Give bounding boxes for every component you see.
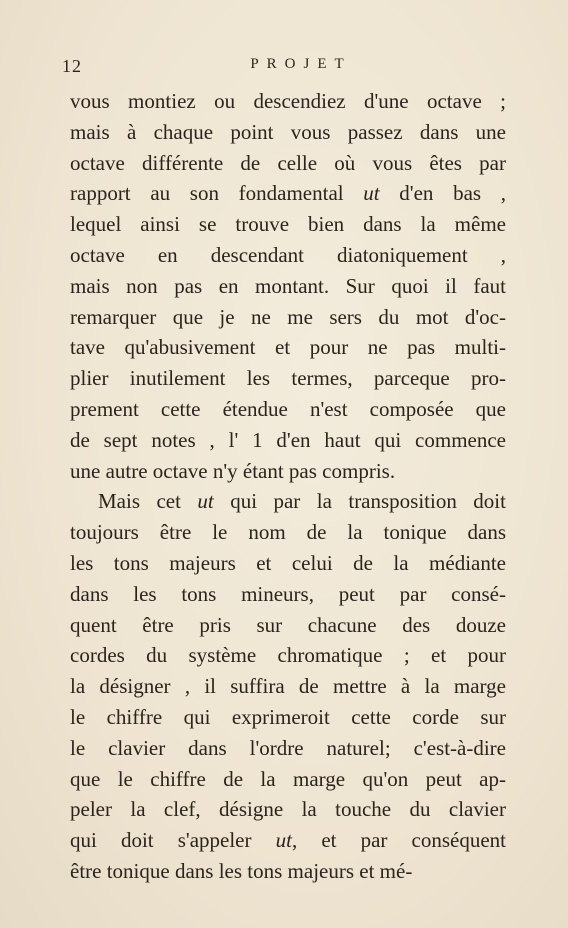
italic-term: ut bbox=[363, 181, 380, 206]
text-line bbox=[70, 178, 506, 209]
text-segment: la désigner , il suffira de mettre à la marge bbox=[70, 674, 506, 699]
text-segment: rapport au son fondamental bbox=[70, 181, 364, 206]
text-line bbox=[70, 486, 506, 517]
text-line bbox=[70, 209, 506, 240]
text-segment: , et par conséquent bbox=[291, 828, 506, 853]
text-line bbox=[70, 517, 506, 548]
paragraph bbox=[70, 486, 506, 886]
body-text bbox=[70, 86, 506, 887]
text-segment: cordes du système chromatique ; et pour bbox=[70, 643, 506, 668]
page-number: 12 bbox=[62, 56, 82, 76]
text-segment: prement cette étendue n'est composée que bbox=[70, 396, 506, 421]
text-segment: qui par la transposition doit bbox=[213, 489, 506, 514]
text-line bbox=[70, 117, 506, 148]
text-line bbox=[70, 456, 506, 487]
text-line bbox=[70, 148, 506, 179]
text-segment: le chiffre qui exprimeroit cette corde sur bbox=[70, 704, 506, 729]
text-line bbox=[70, 394, 506, 425]
text-line bbox=[70, 764, 506, 795]
text-segment: plier inutilement les termes, parceque pro- bbox=[70, 366, 506, 391]
text-line bbox=[70, 794, 506, 825]
text-line bbox=[70, 640, 506, 671]
text-segment: toujours être le nom de la tonique dans bbox=[70, 520, 506, 545]
text-segment: que le chiffre de la marge qu'on peut ap- bbox=[70, 766, 506, 791]
text-line bbox=[70, 856, 506, 887]
text-line bbox=[70, 579, 506, 610]
text-segment: une autre octave n'y étant pas compris. bbox=[70, 458, 396, 483]
paragraph bbox=[70, 86, 506, 486]
text-line bbox=[70, 302, 506, 333]
text-segment: peler la clef, désigne la touche du clavier bbox=[70, 797, 506, 822]
text-segment: qui doit s'appeler bbox=[70, 828, 276, 853]
text-segment: dans les tons mineurs, peut par consé- bbox=[70, 581, 506, 606]
text-segment: lequel ainsi se trouve bien dans la même bbox=[70, 212, 506, 237]
text-line bbox=[70, 425, 506, 456]
page-header bbox=[62, 56, 510, 78]
text-segment: d'en bas , bbox=[379, 181, 506, 206]
text-segment: mais non pas en montant. Sur quoi il faut bbox=[70, 273, 506, 298]
text-line bbox=[70, 610, 506, 641]
text-segment: tave qu'abusivement et pour ne pas multi- bbox=[70, 335, 506, 360]
running-title: PROJET bbox=[250, 56, 352, 72]
text-segment: octave en descendant diatoniquement , bbox=[70, 242, 506, 267]
text-segment: les tons majeurs et celui de la médiante bbox=[70, 550, 506, 575]
text-line bbox=[70, 240, 506, 271]
text-line bbox=[70, 271, 506, 302]
text-segment: octave différente de celle où vous êtes par bbox=[70, 150, 506, 175]
text-segment: remarquer que je ne me sers du mot d'oc- bbox=[70, 304, 506, 329]
text-line bbox=[70, 332, 506, 363]
text-segment: être tonique dans les tons majeurs et mé- bbox=[70, 858, 413, 883]
text-line bbox=[70, 671, 506, 702]
text-line bbox=[70, 825, 506, 856]
text-line bbox=[70, 733, 506, 764]
text-segment: vous montiez ou descendiez d'une octave ; bbox=[70, 89, 506, 113]
text-segment: quent être pris sur chacune des douze bbox=[70, 612, 506, 637]
text-line bbox=[70, 86, 506, 117]
text-segment: le clavier dans l'ordre naturel; c'est-à-dire bbox=[70, 735, 506, 760]
text-line bbox=[70, 702, 506, 733]
text-segment: Mais cet bbox=[98, 489, 198, 514]
text-segment: mais à chaque point vous passez dans une bbox=[70, 119, 506, 144]
italic-term: ut bbox=[197, 489, 214, 514]
italic-term: ut bbox=[275, 828, 292, 853]
text-line bbox=[70, 548, 506, 579]
text-segment: de sept notes , l' 1 d'en haut qui commence bbox=[70, 427, 506, 452]
text-line bbox=[70, 363, 506, 394]
